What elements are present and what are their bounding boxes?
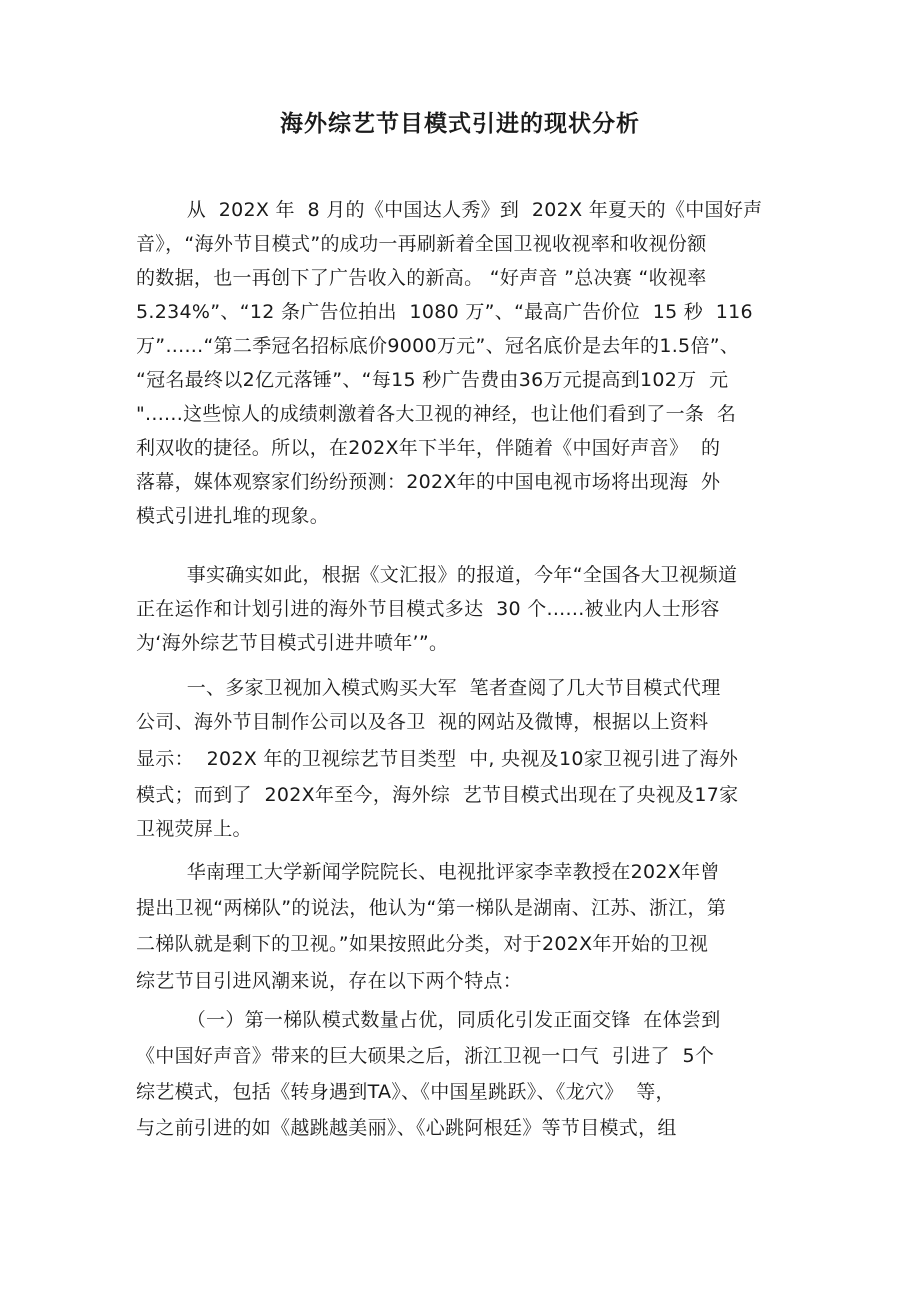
text-line: 模式引进扎堆的现象。 [136,505,330,527]
text-line: 综艺节目引进风潮来说，存在以下两个特点： [136,970,523,992]
text-line: （一）第一梯队模式数量占优，同质化引发正面交锋 在体尝到 [136,1009,721,1031]
text-line: 华南理工大学新闻学院院长、电视批评家李幸教授在202X年曾 [136,861,720,883]
text-line: 正在运作和计划引进的海外节目模式多达 30 个......被业内人士形容 [136,598,720,620]
text-line: 万”......“第二季冠名招标底价9000万元”、冠名底价是去年的1.5倍”、 [136,335,740,357]
text-line: 模式；而到了 202X年至今，海外综 艺节目模式出现在了央视及17家 [136,784,739,806]
text-line: 显示： 202X 年的卫视综艺节目类型 中, 央视及10家卫视引进了海外 [136,748,739,770]
text-line: 公司、海外节目制作公司以及各卫 视的网站及微博，根据以上资料 [136,711,709,733]
text-line: 利双收的捷径。所以，在202X年下半年，伴随着《中国好声音》 的 [136,437,721,459]
text-line: 《中国好声音》带来的巨大硕果之后，浙江卫视一口气 引进了 5个 [136,1045,715,1067]
text-line: 落幕，媒体观察家们纷纷预测：202X年的中国电视市场将出现海 外 [136,471,721,493]
text-line: 音》，“海外节目模式”的成功一再刷新着全国卫视收视率和收视份额 [136,233,707,255]
text-line: “冠名最终以2亿元落锤”、“每15 秒广告费由36万元提高到102万 元 [136,369,729,391]
text-line: 与之前引进的如《越跳越美丽》、《心跳阿根廷》等节目模式，组 [136,1117,677,1139]
text-line: 从 202X 年 8 月的《中国达人秀》到 202X 年夏天的《中国好声 [136,199,763,221]
text-line: 综艺模式，包括《转身遇到TA》、《中国星跳跃》、《龙穴》 等， [136,1081,675,1103]
text-line: 卫视荧屏上。 [136,818,252,840]
text-line: 二梯队就是剩下的卫视。”如果按照此分类，对于202X年开始的卫视 [136,933,709,955]
document-title: 海外综艺节目模式引进的现状分析 [280,111,640,137]
text-line: 为‘海外综艺节目模式引进井喷年’”。 [136,632,449,654]
text-line: 一、多家卫视加入模式购买大军 笔者查阅了几大节目模式代理 [136,677,721,699]
text-line: 的数据，也一再创下了广告收入的新高。 “好声音 ”总决赛 “收视率 [136,267,707,289]
text-line: 事实确实如此，根据《文汇报》的报道，今年“全国各大卫视频道 [136,564,738,586]
text-line: "......这些惊人的成绩刺激着各大卫视的神经，也让他们看到了一条 名 [136,403,737,425]
text-line: 5.234%”、“12 条广告位拍出 1080 万”、“最高广告价位 15 秒 116 [136,301,753,323]
text-line: 提出卫视“两梯队”的说法，他认为“第一梯队是湖南、江苏、浙江，第 [136,897,727,919]
